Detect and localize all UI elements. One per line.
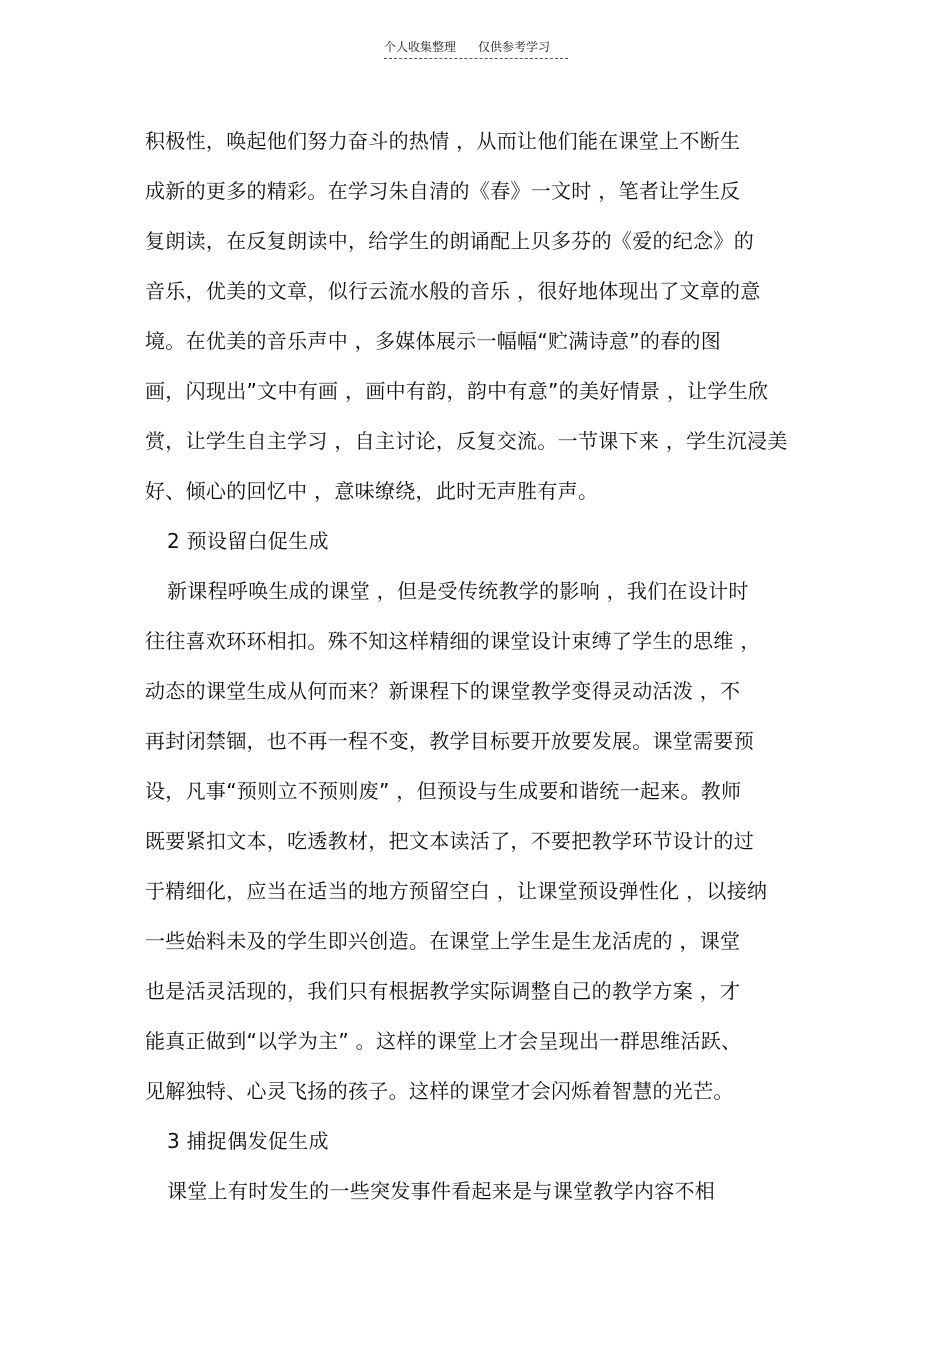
text-line: 境。在优美的音乐声中 ，多媒体展示一幅幅“贮满诗意”的春的图 <box>145 329 722 353</box>
text-line: 新课程呼唤生成的课堂 ，但是受传统教学的影响 ，我们在设计时 <box>167 579 749 603</box>
text-line: 于精细化，应当在适当的地方预留空白 ，让课堂预设弹性化 ，以接纳 <box>145 879 768 903</box>
text-line: 成新的更多的精彩。在学习朱自清的《春》一文时 ，笔者让学生反 <box>145 179 741 203</box>
text-line: 能真正做到“以学为主” 。这样的课堂上才会呈现出一群思维活跃、 <box>145 1029 742 1053</box>
text-line: 课堂上有时发生的一些突发事件看起来是与课堂教学内容不相 <box>167 1179 716 1203</box>
text-line: 也是活灵活现的，我们只有根据教学实际调整自己的教学方案 ，才 <box>145 979 741 1003</box>
text-line: 音乐，优美的文章，似行云流水般的音乐 ，很好地体现出了文章的意 <box>145 279 761 303</box>
text-line: 动态的课堂生成从何而来？新课程下的课堂教学变得灵动活泼 ，不 <box>145 679 741 703</box>
text-line: 见解独特、心灵飞扬的孩子。这样的课堂才会闪烁着智慧的光芒。 <box>145 1079 734 1103</box>
document-body <box>145 116 805 1216</box>
text-line: 再封闭禁锢，也不再一程不变，教学目标要开放要发展。课堂需要预 <box>145 729 754 753</box>
text-line: 3 捕捉偶发促生成 <box>167 1129 329 1153</box>
text-line: 赏，让学生自主学习 ，自主讨论，反复交流。一节课下来 ，学生沉浸美 <box>145 429 788 453</box>
text-line: 好、倾心的回忆中 ，意味缭绕，此时无声胜有声。 <box>145 479 599 503</box>
page-header <box>384 38 568 59</box>
text-line: 复朗读，在反复朗读中，给学生的朗诵配上贝多芬的《爱的纪念》的 <box>145 229 754 253</box>
text-line: 既要紧扣文本，吃透教材，把文本读活了，不要把教学环节设计的过 <box>145 829 754 853</box>
text-line: 2 预设留白促生成 <box>167 529 329 553</box>
header-left-text: 个人收集整理 <box>384 40 457 54</box>
text-line: 设，凡事“预则立不预则废” ，但预设与生成要和谐统一起来。教师 <box>145 779 742 803</box>
text-line: 画，闪现出”文中有画 ，画中有韵，韵中有意”的美好情景 ，让学生欣 <box>145 379 769 403</box>
text-line: 积极性，唤起他们努力奋斗的热情 ，从而让他们能在课堂上不断生 <box>145 129 741 153</box>
header-right-text: 仅供参考学习 <box>478 40 551 54</box>
text-line: 一些始料未及的学生即兴创造。在课堂上学生是生龙活虎的 ，课堂 <box>145 929 741 953</box>
text-line: 往往喜欢环环相扣。殊不知这样精细的课堂设计束缚了学生的思维 ， <box>145 629 761 653</box>
